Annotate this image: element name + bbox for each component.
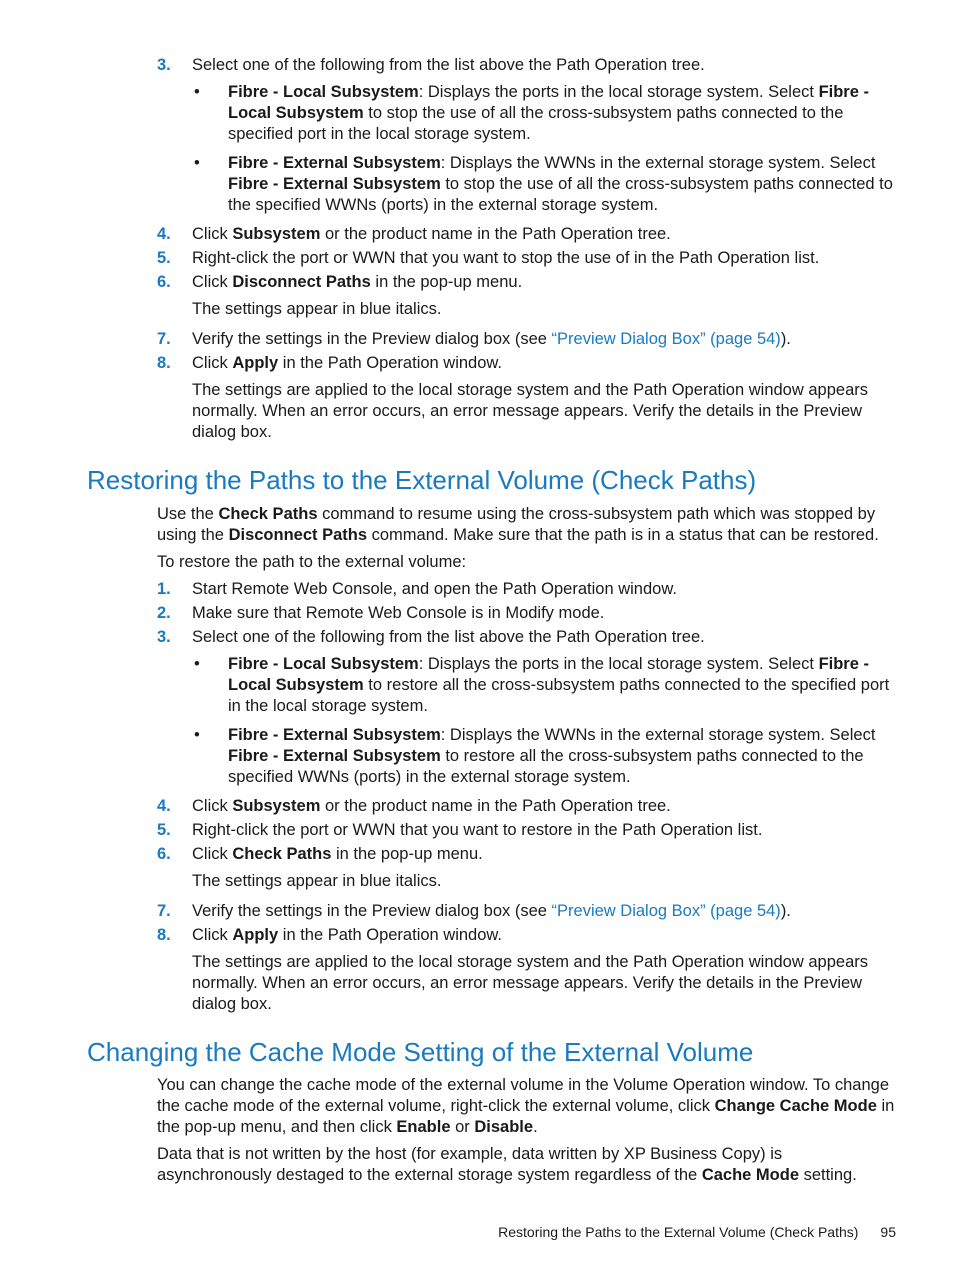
bold-term: Check Paths bbox=[218, 505, 318, 523]
step-text: ). bbox=[780, 330, 791, 348]
bold-term: Apply bbox=[232, 926, 279, 944]
step-5 bbox=[0, 248, 954, 269]
bold-term: Change Cache Mode bbox=[714, 1097, 877, 1115]
para-text: or bbox=[450, 1118, 475, 1136]
bold-term: Fibre - External Subsystem bbox=[228, 154, 441, 172]
bullet-text: : Displays the WWNs in the external storage system. Select bbox=[440, 726, 876, 744]
step-3 bbox=[0, 627, 954, 648]
bold-term: Cache Mode bbox=[701, 1166, 799, 1184]
steps-disconnect-paths bbox=[0, 55, 954, 452]
step-text: Select one of the following from the list above the Path Operation tree. bbox=[192, 56, 705, 74]
step-text: Make sure that Remote Web Console is in Modify mode. bbox=[192, 604, 605, 622]
step-8 bbox=[0, 353, 954, 374]
step-4 bbox=[0, 224, 954, 245]
step-number: 8. bbox=[157, 354, 171, 372]
step-text: Verify the settings in the Preview dialog box (see bbox=[192, 330, 552, 348]
bold-term: Fibre - Local Subsystem bbox=[228, 655, 419, 673]
bold-term: Disable bbox=[474, 1118, 534, 1136]
bold-term: Disconnect Paths bbox=[228, 526, 368, 544]
step-text: Click bbox=[192, 845, 233, 863]
para-text: Data that is not written by the host (for example, data written by XP Business Copy) is asynchronously destaged to the external storage system regardless of the bbox=[157, 1145, 783, 1184]
bullet-item bbox=[194, 153, 898, 216]
para-text: command to resume using the cross-subsystem path which was stopped by using the bbox=[157, 505, 876, 544]
bold-term: Fibre - Local Subsystem bbox=[228, 83, 869, 122]
bold-term: Fibre - Local Subsystem bbox=[228, 83, 419, 101]
para-text: command. Make sure that the path is in a status that can be restored. bbox=[367, 526, 879, 544]
step-text: in the pop-up menu. bbox=[370, 273, 523, 291]
step-text: Right-click the port or WWN that you want to stop the use of in the Path Operation list. bbox=[192, 249, 820, 267]
step-text: or the product name in the Path Operation tree. bbox=[320, 797, 671, 815]
bullet-text: to stop the use of all the cross-subsystem paths connected to the specified WWNs (ports) in the external storage system. bbox=[228, 175, 893, 214]
step-number: 8. bbox=[157, 926, 171, 944]
step-text: or the product name in the Path Operation tree. bbox=[320, 225, 671, 243]
bullet-text: : Displays the ports in the local storage system. Select bbox=[418, 83, 819, 101]
step-note: The settings appear in blue italics. bbox=[192, 300, 442, 318]
step-number: 6. bbox=[157, 845, 171, 863]
bullet-list bbox=[0, 82, 954, 216]
para-text: Use the bbox=[157, 505, 219, 523]
step-1 bbox=[0, 579, 954, 600]
footer-title: Restoring the Paths to the External Volume (Check Paths) bbox=[498, 1224, 859, 1240]
step-text: Right-click the port or WWN that you want to restore in the Path Operation list. bbox=[192, 821, 763, 839]
step-number: 3. bbox=[157, 56, 171, 74]
bold-term: Fibre - External Subsystem bbox=[228, 726, 441, 744]
step-text: Click bbox=[192, 797, 233, 815]
section-heading-cache-mode: Changing the Cache Mode Setting of the External Volume bbox=[87, 1037, 754, 1067]
step-text: Select one of the following from the list above the Path Operation tree. bbox=[192, 628, 705, 646]
section-heading-check-paths: Restoring the Paths to the External Volume (Check Paths) bbox=[87, 465, 757, 495]
step-number: 1. bbox=[157, 580, 171, 598]
bullet-item bbox=[194, 725, 898, 788]
step-text: in the Path Operation window. bbox=[278, 354, 502, 372]
bold-term: Enable bbox=[396, 1118, 451, 1136]
step-4 bbox=[0, 796, 954, 817]
bold-term: Fibre - Local Subsystem bbox=[228, 655, 869, 694]
step-5 bbox=[0, 820, 954, 841]
bullet-item bbox=[194, 654, 898, 717]
step-text: in the Path Operation window. bbox=[278, 926, 502, 944]
bullet-dot-icon: • bbox=[194, 83, 200, 101]
preview-dialog-link[interactable]: “Preview Dialog Box” (page 54) bbox=[551, 330, 781, 348]
bullet-text: to restore all the cross-subsystem paths connected to the specified port in the local storage system. bbox=[228, 676, 890, 715]
bullet-item bbox=[194, 82, 898, 145]
bold-term: Fibre - External Subsystem bbox=[228, 175, 441, 193]
bold-term: Check Paths bbox=[232, 845, 332, 863]
cache-mode-paragraph bbox=[0, 1075, 954, 1138]
step-text: Start Remote Web Console, and open the Path Operation window. bbox=[192, 580, 677, 598]
step-number: 5. bbox=[157, 821, 171, 839]
para-text: setting. bbox=[799, 1166, 857, 1184]
bullet-text: : Displays the ports in the local storage system. Select bbox=[418, 655, 819, 673]
para-text: . bbox=[533, 1118, 538, 1136]
destage-paragraph bbox=[0, 1144, 954, 1186]
section-cache-mode-body bbox=[0, 1075, 954, 1192]
step-number: 5. bbox=[157, 249, 171, 267]
section-check-paths-body bbox=[0, 504, 954, 1024]
bold-term: Apply bbox=[232, 354, 279, 372]
step-3 bbox=[0, 55, 954, 76]
step-number: 4. bbox=[157, 797, 171, 815]
step-text: Click bbox=[192, 225, 233, 243]
bullet-text: to restore all the cross-subsystem paths connected to the specified WWNs (ports) in the external storage system. bbox=[228, 747, 864, 786]
bullet-list bbox=[0, 654, 954, 788]
step-text: ). bbox=[780, 902, 791, 920]
step-number: 2. bbox=[157, 604, 171, 622]
para-text: You can change the cache mode of the external volume in the Volume Operation window. To change the cache mode of the external volume, right-click the external volume, click bbox=[157, 1076, 889, 1115]
procedure-intro: To restore the path to the external volume: bbox=[157, 553, 467, 571]
step-6 bbox=[0, 272, 954, 293]
para-text: in the pop-up menu, and then click bbox=[157, 1097, 895, 1136]
step-2 bbox=[0, 603, 954, 624]
bullet-text: to stop the use of all the cross-subsystem paths connected to the specified port in the local storage system. bbox=[228, 104, 844, 143]
step-text: Verify the settings in the Preview dialog box (see bbox=[192, 902, 552, 920]
step-number: 4. bbox=[157, 225, 171, 243]
step-text: in the pop-up menu. bbox=[331, 845, 483, 863]
step-note: The settings appear in blue italics. bbox=[192, 872, 442, 890]
step-7 bbox=[0, 329, 954, 350]
step-8 bbox=[0, 925, 954, 946]
step-number: 7. bbox=[157, 902, 171, 920]
bullet-text: : Displays the WWNs in the external storage system. Select bbox=[440, 154, 876, 172]
bullet-dot-icon: • bbox=[194, 154, 200, 172]
page-footer bbox=[498, 1222, 896, 1243]
bold-term: Disconnect Paths bbox=[232, 273, 371, 291]
preview-dialog-link[interactable]: “Preview Dialog Box” (page 54) bbox=[551, 902, 781, 920]
page-number: 95 bbox=[880, 1224, 896, 1240]
step-7 bbox=[0, 901, 954, 922]
bold-term: Subsystem bbox=[232, 797, 321, 815]
step-note: The settings are applied to the local storage system and the Path Operation window appears normally. When an error occurs, an error message appears. Verify the details in the Preview dialog box. bbox=[192, 953, 868, 1013]
step-note: The settings are applied to the local storage system and the Path Operation window appears normally. When an error occurs, an error message appears. Verify the details in the Preview dialog box. bbox=[192, 381, 868, 441]
step-number: 6. bbox=[157, 273, 171, 291]
bullet-dot-icon: • bbox=[194, 655, 200, 673]
step-number: 7. bbox=[157, 330, 171, 348]
step-number: 3. bbox=[157, 628, 171, 646]
step-text: Click bbox=[192, 354, 233, 372]
bullet-dot-icon: • bbox=[194, 726, 200, 744]
bold-term: Fibre - External Subsystem bbox=[228, 747, 441, 765]
step-text: Click bbox=[192, 273, 233, 291]
step-6 bbox=[0, 844, 954, 865]
intro-paragraph bbox=[0, 504, 954, 546]
bold-term: Subsystem bbox=[232, 225, 321, 243]
step-text: Click bbox=[192, 926, 233, 944]
